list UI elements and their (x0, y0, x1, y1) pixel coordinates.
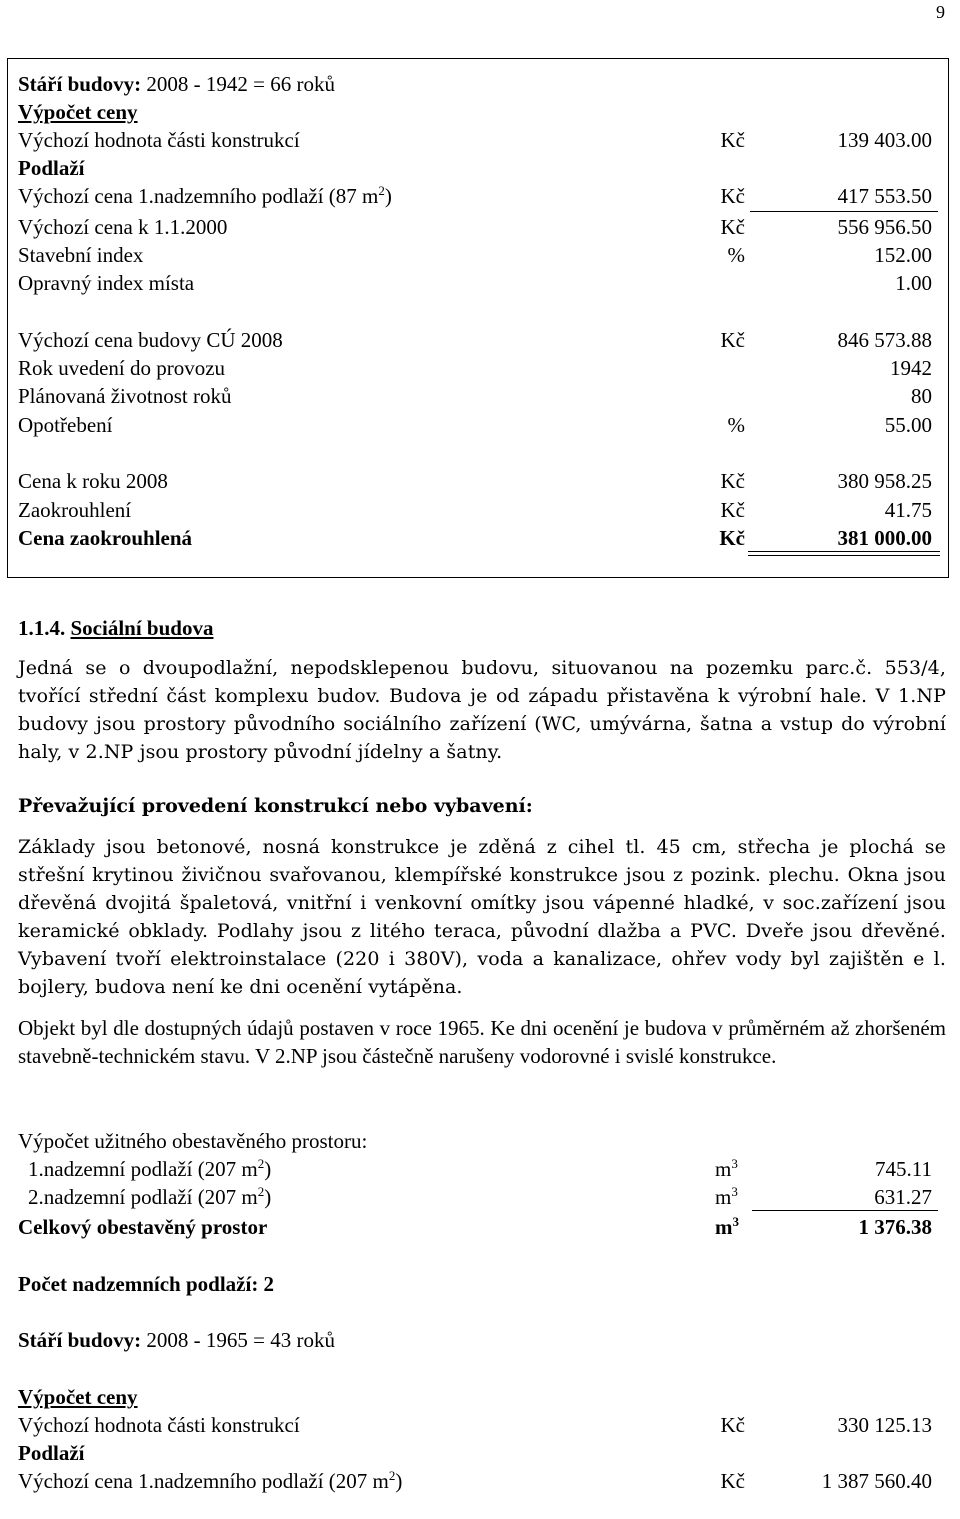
rounding-amount: 41.75 (884, 498, 932, 522)
floor2-volume-close: ) (264, 1185, 272, 1209)
construction-paragraph: Základy jsou betonové, nosná konstrukce je zděná z cihel tl. 45 cm, střecha je plochá se střešní krytinou živičnou svařovanou, klempířské konstrukce jsou z pozink. plechu. Okna jsou dřevěná dvojitá špaletová, vnitřní i venkovní omítky jsou vápenné hladké, v soc.zařízení jsou keramické obklady. Podlahy jsou z litého teraca, původní dlažba a PVC. Dveře jsou dřevěné. Vybavení tvoří elektroinstalace (220 i 380V), voda a kanalizace, ohřev vody byl zajištěn e l. bojlery, budova není ke dni ocenění vytápěna. (18, 836, 946, 998)
floor-heading-2: Podlaží (18, 1441, 85, 1465)
floors-count: Počet nadzemních podlaží: 2 (18, 1272, 275, 1296)
total-unit-text: m (715, 1215, 733, 1239)
description-paragraph: Jedná se o dvoupodlažní, nepodsklepenou budovu, situovanou na pozemku parc.č. 553/4, tvořící střední část komplexu budov. Budova je od západu přistavěna k výrobní hale. V 1.NP budovy jsou prostory původního sociálního zařízení (WC, umývárna, šatna a vstup do výrobní haly, v 2.NP jsou prostory původní jídelny a šatny. (18, 657, 946, 763)
price-2000-label: Výchozí cena k 1.1.2000 (18, 215, 228, 239)
condition-paragraph: Objekt byl dle dostupných údajů postaven v roce 1965. Ke dni ocenění je budova v průměrném až zhoršeném stavebně-technickém stavu. V 2.NP jsou částečně narušeny vodorovné i svislé konstrukce. (18, 1016, 946, 1068)
base-value-label: Výchozí hodnota části konstrukcí (18, 128, 300, 152)
floor-price-sup: 2 (378, 183, 385, 198)
total-unit-sup: 3 (732, 1214, 739, 1229)
floor-price-unit: Kč (720, 184, 745, 208)
price-2000-amount: 556 956.50 (837, 215, 932, 239)
construction-heading: Převažující provedení konstrukcí nebo vybavení: (18, 795, 533, 817)
price-2008-label: Cena k roku 2008 (18, 469, 168, 493)
commission-year-label: Rok uvedení do provozu (18, 356, 226, 380)
floor2-volume-value: 631.27 (874, 1185, 932, 1209)
floor2-volume-sup: 2 (257, 1184, 265, 1199)
floor1-volume-sup: 2 (257, 1156, 265, 1171)
floor1-volume-text: 1.nadzemní podlaží (207 m (28, 1157, 258, 1181)
floor1-volume-unit (715, 1155, 738, 1183)
floor1-volume-value: 745.11 (875, 1157, 932, 1181)
floor-heading: Podlaží (18, 156, 85, 180)
floor-price-label (18, 182, 392, 210)
section-number: 1.1.4. (18, 616, 66, 640)
building-price-label: Výchozí cena budovy CÚ 2008 (18, 328, 283, 352)
base-value-unit-2: Kč (720, 1413, 745, 1437)
floor-price-sup-2: 2 (388, 1468, 396, 1483)
building-age-label: Stáří budovy: (18, 72, 142, 96)
construction-index-label: Stavební index (18, 243, 144, 267)
floor-price-unit-2: Kč (720, 1469, 745, 1493)
rounded-price-label: Cena zaokrouhlená (18, 526, 193, 550)
location-index-label: Opravný index místa (18, 271, 195, 295)
total-volume-unit (715, 1213, 739, 1241)
floor-price-text-2: Výchozí cena 1.nadzemního podlaží (207 m (18, 1469, 389, 1493)
building-age-line-2 (18, 1326, 335, 1354)
price-calc-heading: Výpočet ceny (18, 100, 138, 124)
floor-price-label-2 (18, 1467, 402, 1495)
rounded-price-unit: Kč (719, 526, 745, 550)
wear-unit: % (727, 413, 745, 437)
floor-price-close: ) (384, 184, 392, 208)
lifespan-label: Plánovaná životnost roků (18, 384, 232, 408)
base-value-amount: 139 403.00 (837, 128, 932, 152)
lifespan-value: 80 (911, 384, 932, 408)
volume-subtotal-rule (752, 1210, 938, 1211)
floor-price-amount: 417 553.50 (837, 184, 932, 208)
building-price-unit: Kč (720, 328, 745, 352)
total-double-rule (748, 551, 940, 556)
floor-price-amount-2: 1 387 560.40 (821, 1469, 932, 1493)
floor2-unit-sup: 3 (731, 1184, 738, 1199)
floor2-volume-unit (715, 1183, 738, 1211)
floor-price-close-2: ) (395, 1469, 403, 1493)
total-volume-label: Celkový obestavěný prostor (18, 1215, 268, 1239)
commission-year-value: 1942 (890, 356, 932, 380)
building-age-value-2: 2008 - 1965 = 43 roků (141, 1328, 335, 1352)
subtotal-rule (750, 211, 938, 212)
floor1-volume-label (28, 1155, 271, 1183)
base-value-label-2: Výchozí hodnota části konstrukcí (18, 1413, 300, 1437)
floor1-volume-close: ) (264, 1157, 272, 1181)
price-calc-heading-2: Výpočet ceny (18, 1385, 138, 1409)
floor-price-text: Výchozí cena 1.nadzemního podlaží (87 m (18, 184, 379, 208)
price-2008-unit: Kč (720, 469, 745, 493)
price-2008-amount: 380 958.25 (837, 469, 932, 493)
floor1-unit-sup: 3 (731, 1156, 738, 1171)
rounded-price-amount: 381 000.00 (837, 526, 932, 550)
base-value-amount-2: 330 125.13 (837, 1413, 932, 1437)
page-number: 9 (936, 2, 945, 22)
location-index-value: 1.00 (895, 271, 932, 295)
price-2000-unit: Kč (720, 215, 745, 239)
building-price-amount: 846 573.88 (837, 328, 932, 352)
total-volume-value: 1 376.38 (858, 1215, 932, 1239)
floor1-unit-text: m (715, 1157, 732, 1181)
wear-label: Opotřebení (18, 413, 113, 437)
section-heading (18, 614, 213, 642)
rounding-unit: Kč (720, 498, 745, 522)
building-age-value: 2008 - 1942 = 66 roků (141, 72, 335, 96)
floor2-volume-label (28, 1183, 271, 1211)
building-age-line (18, 70, 335, 98)
construction-index-value: 152.00 (874, 243, 932, 267)
wear-value: 55.00 (884, 413, 932, 437)
rounding-label: Zaokrouhlení (18, 498, 132, 522)
floor2-volume-text: 2.nadzemní podlaží (207 m (28, 1185, 258, 1209)
floor2-unit-text: m (715, 1185, 732, 1209)
building-age-label-2: Stáří budovy: (18, 1328, 142, 1352)
construction-index-unit: % (727, 243, 745, 267)
base-value-unit: Kč (720, 128, 745, 152)
volume-heading: Výpočet užitného obestavěného prostoru: (18, 1129, 368, 1153)
section-title: Sociální budova (70, 616, 214, 640)
